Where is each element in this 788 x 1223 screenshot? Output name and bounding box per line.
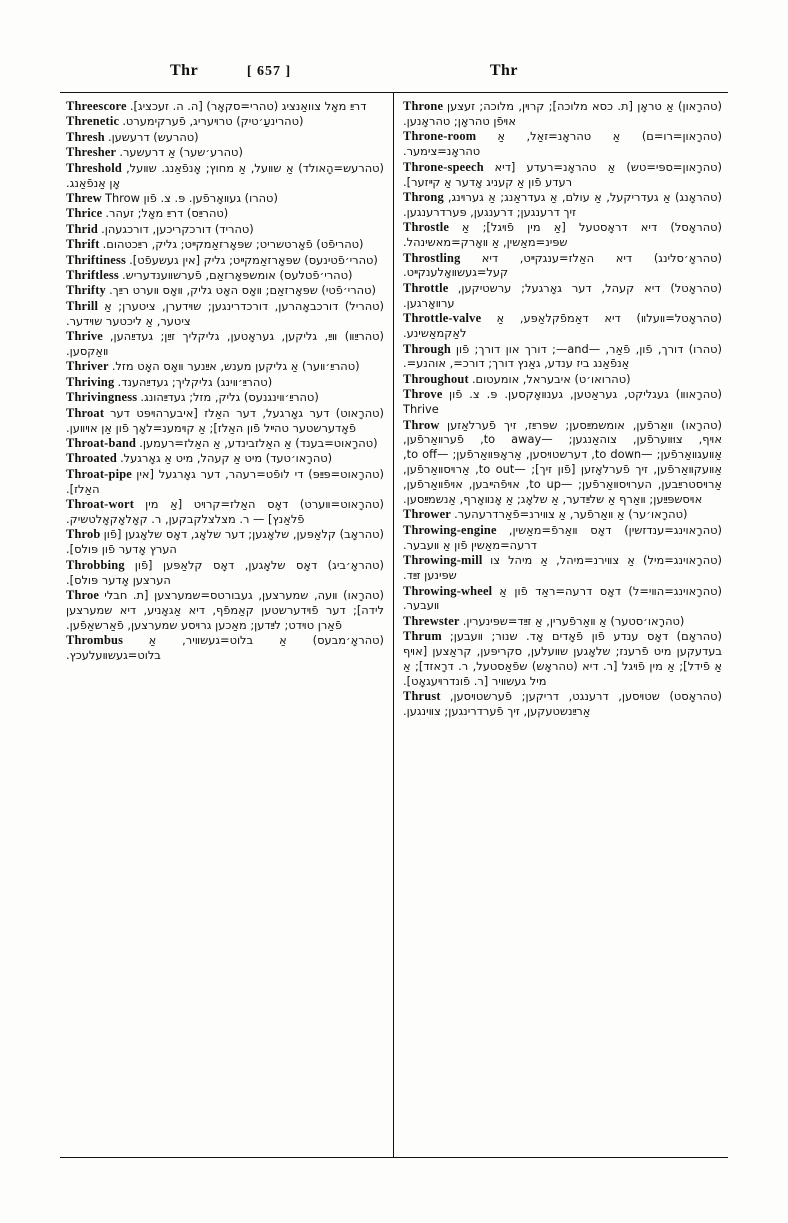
definition: (טהראָ׳מבעס) אַ בלוט=געשװיר, אַ בלוט=געשװעלעכץ. [66, 633, 384, 663]
headword: Throve [403, 387, 443, 402]
entry-throat [66, 406, 384, 436]
headword: Threwster [403, 613, 460, 628]
definition: (טהראָ׳סלינג) דיא האַלז=ענגקײט, דיא קעל=געשװאָלענקײט. [403, 250, 722, 280]
entry-thrifty [66, 283, 384, 298]
definition: (טהרָאון) אַ טראָן [ת. כסא מלוכה]; קרױן, מלוכה; זעצען אױפֿן טהראָן; טהראָנען. [403, 99, 722, 128]
headword: Throng [403, 189, 444, 204]
headword: Throne-speech [403, 159, 484, 174]
headword: Throttle [403, 280, 449, 295]
definition: (טהרָאון=רו=ם) אַ טהראָנ=זאַל, אַ טהראָנ=צימער. [403, 129, 722, 159]
entry-thrice [66, 206, 384, 221]
entry-thrid [66, 222, 384, 237]
definition: (טהרע׳שער) אַ דרעשער. [119, 145, 243, 160]
entry-thrift [66, 237, 384, 252]
headword: Throwing-mill [403, 553, 483, 568]
right-column [394, 93, 728, 1157]
headword: Throw [403, 417, 440, 432]
headword: Throated [66, 451, 117, 466]
entry-thriver [66, 359, 384, 374]
running-head-right: Thr [489, 62, 518, 79]
entry-throe [66, 588, 384, 633]
headword: Thrice [66, 206, 103, 221]
headword: Thrive [66, 329, 103, 344]
definition: (טהרעש) דרעשען. [107, 129, 199, 144]
entry-throstling [403, 251, 722, 281]
entry-thriftless [66, 268, 384, 283]
definition: (טהרָאו׳טעד) מיט אַ קעהל, מיט אַ גאָרגעל. [120, 451, 333, 466]
running-head-left: Thr [170, 62, 199, 79]
entry-throwing-wheel [403, 584, 722, 614]
headword: Throat-pipe [66, 466, 132, 481]
entry-throne-speech [403, 160, 722, 190]
entry-throve [403, 387, 722, 417]
definition: (טהראָטל=װעלװ) דיא דאַמפֿקלאַפּע, אַ לאַקמאַשינע. [403, 311, 722, 341]
headword: Throat-band [66, 435, 137, 450]
entry-threescore [66, 99, 384, 114]
definition: דרײַ מאָל צוואַנציג (טהרי=סקאָר) [ה. ה. זעכציג]. [129, 99, 367, 113]
definition: (טהרָאו׳ער) אַ װאַרפֿער, אַ צװירנ=פֿאַרדרעהער. [454, 507, 688, 522]
entry-through [403, 342, 722, 372]
headword: Thrower [403, 507, 451, 522]
entry-throne [403, 99, 722, 129]
entry-throne-room [403, 129, 722, 159]
headword: Thresher [66, 145, 117, 160]
definition: (טהרָאוט=װערט) דאָס האַלז=קרױט [אַ מין פֿלאַנץ] — ר. מצלצלקבקען, ר. קאָלאָקאָלטשיק. [66, 497, 384, 526]
headword: Throstle [403, 220, 450, 235]
headword: Throwing-wheel [403, 583, 493, 598]
headword: Thriftless [66, 267, 119, 282]
definition: (טהריל) דורכבאָהרען, דורכדרינגען; שױדערן, ציטערן; אַ ציטער, אַ ליכטער שױדער. [66, 298, 384, 328]
headword: Thriver [66, 359, 109, 374]
definition: (טהרָאוװ) געגליקט, געראַטען, גענװאָקסען. פּ. צ. פֿון Thrive [403, 387, 722, 417]
entry-thrum [403, 629, 722, 689]
entry-thriving [66, 375, 384, 390]
entry-throb [66, 527, 384, 557]
entry-thriftiness [66, 253, 384, 268]
headword: Throat-wort [66, 497, 135, 512]
headword: Thrombus [66, 633, 124, 648]
headword: Throwing-engine [403, 522, 497, 537]
entry-threshold [66, 161, 384, 191]
headword: Thriving [66, 374, 115, 389]
entry-throttle [403, 281, 722, 311]
headword: Thrust [403, 689, 441, 704]
headword: Throstling [403, 250, 461, 265]
entry-throstle [403, 220, 722, 250]
headword: Throbbing [66, 557, 125, 572]
running-head [60, 62, 728, 88]
headword: Threescore [66, 99, 127, 113]
definition: (טהראָסט) שטױסען, דרענגט, דריקען; פֿערשטױסען, אַרײַנשטעקען, זיך פֿערדרינגען; צװינגען. [403, 689, 722, 719]
definition: (טהרינעַ׳טיק) טרױעריג, פֿערקימערט. [122, 114, 304, 129]
definition: (טהרואו׳ט) איבעראל, אומעטום. [471, 371, 631, 386]
entry-throat-pipe [66, 467, 384, 497]
entry-throat-band [66, 436, 384, 451]
definition: (טהרָאוינג=הװי=ל) דאָס דרעה=ראַד פֿון אַ װעבער. [403, 583, 722, 613]
definition: (טהרי׳פֿטלעס) אומשפּאָרזאַם, פֿערשװענדעריש. [122, 267, 353, 282]
entry-throated [66, 451, 384, 466]
entry-throw [403, 418, 722, 507]
headword: Throat [66, 405, 105, 420]
definition: (טהרָאוט=פּײַפּ) די לופֿט=רעהר, דער גאָרגעל [אין האַלז]. [66, 466, 384, 496]
entry-thrill [66, 299, 384, 329]
headword: Threnetic [66, 114, 120, 129]
headword: Through [403, 341, 452, 356]
definition: (טהרָאוינג=מיל) אַ צװירנ=מיהל, אַ מיהל צו שפּינען זײַד. [403, 553, 722, 583]
definition: (טהראָ׳ביג) דאָס שלאָגען, דאָס קלאַפּען [פֿון הערצען אָדער פּולס]. [66, 557, 384, 587]
definition: (טהרײַװ) װײַ, גליקען, געראָטען, גליקליך זײַן; געדײַהען, װאַקסען. [66, 329, 384, 358]
definition: (טהרָאוט=בענד) אַ האַלזבינדע, אַ האַלז=רעמען. [139, 435, 378, 450]
headword: Thriftiness [66, 252, 127, 267]
headword: Throttle-valve [403, 311, 482, 326]
entry-thresh [66, 130, 384, 145]
entry-throwing-engine [403, 523, 722, 553]
entry-throwing-mill [403, 553, 722, 583]
definition: (טהראָם) דאָס ענדע פֿון פֿאָדים אָד. שנור; װעבען; בעדעקען מיט פֿרענז; שלאָגען שװעלען, סקריפּען, קראַצען [אױף אַ פֿידל]; אַ מין פֿױגל [ר. דיא (טהראָש) שפֿאַסטעל, ר. דרָאזד]; אַ מיל געשװיר [ר. פֿונדרױעגאָט]. [403, 629, 722, 688]
definition: (טהרי׳פֿטי) שפּאָרזאַם; װאָס האָט גליק, װאָס װערט רײַך. [109, 283, 376, 298]
definition: (טהרײַ׳װינגנעס) גליק, מזל; געדײַהונג. [140, 390, 319, 405]
headword: Throb [66, 527, 101, 542]
definition: (טהראָנג) אַ געדריקעל, אַ עולם, אַ געדראַנג; אַ גערױנג, זיך דרענגען; דרענגען, פּערדרענגען. [403, 189, 722, 219]
headword: Thrivingness [66, 390, 138, 405]
text-block [60, 92, 728, 1158]
page-number: [ 657 ] [246, 64, 292, 79]
entry-throat-wort [66, 497, 384, 527]
headword: Thrifty [66, 283, 106, 298]
headword: Throne-room [403, 129, 477, 144]
definition: (טהראָב) קלאַפּען, שלאָגען; דער שלאָג, דאָס שלאָגען [פֿון הערץ אָדער פֿון פּולס]. [66, 527, 384, 557]
definition: (טהראָטל) דיא קעהל, דער גאָרגעל; ערשטיקען, ערװאָרגען. [403, 280, 722, 310]
definition: (טהרו) דורך, פֿון, פֿאַר, —and—; דורך און דורך; פֿון אַנפֿאַנג ביז ענדע, גאַנץ דורך; דורכ=, אוהנע=. [403, 341, 722, 371]
entry-thrivingness [66, 390, 384, 405]
entry-thrombus [66, 633, 384, 663]
entry-thrust [403, 689, 722, 719]
entry-throughout [403, 372, 722, 387]
definition: (טהרָאו) װעה, שמערצען, געבורטס=שמערצען [ת. חבלי לידה]; דער פֿױדערשטען קאַמפֿף, דיא אַגאָניע, דיא שמערצען פֿאַרן טױדט; לײַדען; מאַכען גרױסע שמערצען, פֿאַרשאַפֿען. [66, 588, 384, 632]
entry-throttle-valve [403, 311, 722, 341]
definition: (טהריפֿט) פֿאָרטשריט; שפּאָרזאַמקײט; גליק, רײַכטהום. [102, 237, 364, 252]
entry-thrive [66, 329, 384, 359]
headword: Threw [66, 190, 102, 205]
left-column [60, 93, 394, 1157]
entry-threnetic [66, 114, 384, 129]
definition: (טהרעש=הָאולד) אַ שװעל, אַ מחוץ; אָנפֿאַנג. שװעל, אָן אַנפֿאַנג. [66, 160, 384, 190]
headword: Thrill [66, 298, 99, 313]
definition: (טהרו) געװאָרפֿען. פּ. צ. פֿון Throw [105, 190, 278, 205]
entry-thrower [403, 507, 722, 522]
headword: Threshold [66, 160, 122, 175]
entry-threwster [403, 614, 722, 629]
entry-throbbing [66, 558, 384, 588]
definition: (טהרײַ׳װינג) גליקליך; געדײַהענד. [117, 374, 273, 389]
definition: (טהרָאו׳סטער) אַ װאַרפֿערין, אַ זײַד=שפּינערין. [462, 613, 685, 628]
headword: Thresh [66, 129, 105, 144]
definition: (טהרי׳פֿטינעס) שפּאָרזאַמקײט; גליק [אין געשעפֿט]. [129, 252, 378, 267]
headword: Thrift [66, 237, 100, 252]
headword: Throughout [403, 371, 469, 386]
headword: Thrum [403, 629, 442, 644]
definition: (טהרָאוט) דער גאָרגעל, דער האַלז [איבערהױפּט דער פֿאָדערשטער טהײל פֿון האַלז]; אַ קױמענ=לאָך פֿון אַן אױװען. [66, 405, 384, 435]
headword: Throne [403, 99, 444, 113]
definition: (טהרײַ׳װער) אַ גליקען מענש, אײַנער װאָס האָט מזל. [111, 359, 360, 374]
entry-thresher [66, 145, 384, 160]
definition: (טהרָאוינג=ענדזשין) דאָס װאַרפֿ=מאַשין, דרעה=מאַשין פֿון אַ װעבער. [403, 522, 722, 552]
headword: Thrid [66, 221, 98, 236]
definition: (טהריד) דורכקריכען, דורכגעהן. [101, 221, 254, 236]
definition: (טהראָסל) דיא דראָסטעל [אַ מין פֿױגל]; אַ שפּינ=מאַשין, אַ װאָרק=מאשינהל. [403, 220, 722, 250]
entry-threw [66, 191, 384, 206]
headword: Throe [66, 588, 100, 602]
definition: (טהרײַס) דרײַ מאָל; זעהר. [105, 206, 229, 221]
entry-throng [403, 190, 722, 220]
definition: (טהרָאו) װאַרפֿען, אומשמײַסען; שפּרײַז, זיך פֿערלאַזען אױף, צוּװערפֿען, צוהאַנגען; —to away, פֿערװאַרפֿען, אַװעגװאַרפֿען; —to down, דערשטױסען, אַראָפּװאַרפֿען; —to off, אַװעקװאַרפֿען, זיך פֿערלאָזען [פֿון זיך]; —to out, אַרױסװאַרפֿען, אַרױסטרײַבען, הערױסװאַרפֿען; —to up, אױפֿהײבען, אױפֿװאַרפֿען, אױסשפּײַען; װאַרף אַ שלײַדער, אַ שלאָג; אַ אָנװאָרף, אַנשמײַסען. [403, 417, 723, 507]
definition: (טהרָאון=ספּי=טש) אַ טהראָנ=רעדע [דיא רעדע פֿון אַ קעניג אָדער אַ קײזער]. [403, 159, 722, 189]
